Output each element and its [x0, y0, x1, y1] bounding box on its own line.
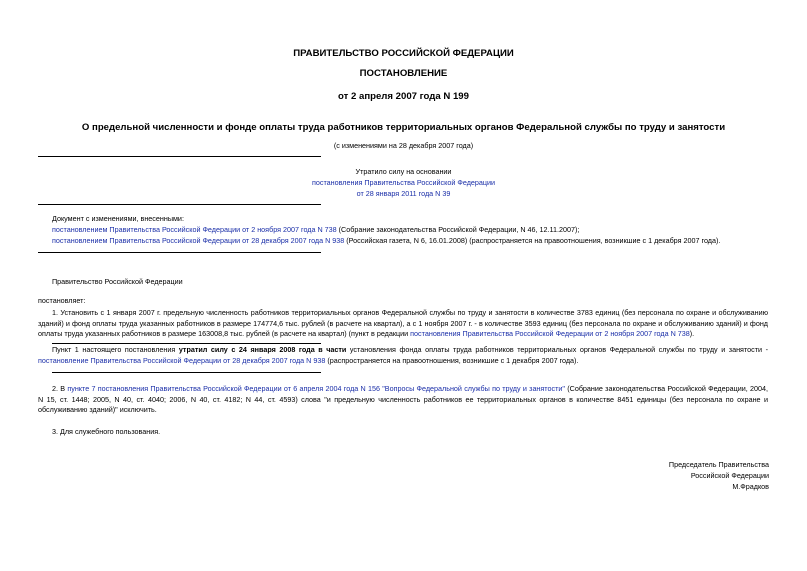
- divider: [38, 204, 321, 205]
- paragraph-2-link[interactable]: пункте 7 постановления Правительства Российской Федерации от 6 апреля 2004 года N 156 "Вопросы Федеральной службы по труду и занятости": [67, 384, 565, 393]
- paragraph-1-text: 1. Установить с 1 января 2007 г. предельную численность работников территориальных органов Федеральной службы по труду и занятости в количестве 3783 единиц (без персонала по охране и обслуживанию зданий) и фонд оплаты труда указанных работников в размере 174774,6 тыс. рублей (в расчете на квартал), а с 1 ноября 2007 г. - в количестве 3593 единиц (без персонала по охране и обслуживанию зданий) и фонд оплаты труда указанных работников в размере 163008,8 тыс. рублей (в расчете на квартал) (пункт в редакции: [38, 308, 768, 338]
- repeal-link-line2[interactable]: от 28 января 2011 года N 39: [356, 189, 451, 198]
- change-item-1: [52, 225, 579, 236]
- divider: [52, 372, 321, 373]
- paragraph-2-text: 2. В: [52, 384, 68, 393]
- change-source-2: (Российская газета, N 6, 16.01.2008) (распространяется на правоотношения, возникшие с 1 декабря 2007 года).: [344, 236, 721, 245]
- divider: [52, 343, 321, 344]
- change-link-1[interactable]: постановлением Правительства Российской Федерации от 2 ноября 2007 года N 738: [52, 225, 337, 234]
- repeal-note-paragraph: [38, 345, 768, 366]
- government-label: Правительство Российской Федерации: [52, 277, 183, 286]
- divider: [38, 252, 321, 253]
- paragraph-1-end: ).: [689, 329, 695, 338]
- document-type: ПОСТАНОВЛЕНИЕ: [359, 68, 448, 79]
- repeal-note-link[interactable]: постановление Правительства Российской Федерации от 28 декабря 2007 года N 938: [38, 355, 326, 365]
- repeal-note-mid: установления фонда оплаты труда работников территориальных органов Федеральной службы по труду и занятости -: [346, 345, 769, 354]
- paragraph-2-rest: (Собрание законодательства Российской Федерации, 2004, N 15, ст. 1448; 2005, N 40, ст. 4040; 2006, N 40, ст. 4182; N 44, ст. 4593) слова "и предельную численность работников ее территориальных органов в количестве 8451 единицы (без персонала по охране и обслуживанию зданий)" исключить.: [38, 384, 769, 414]
- issuing-authority: ПРАВИТЕЛЬСТВО РОССИЙСКОЙ ФЕДЕРАЦИИ: [293, 48, 514, 59]
- signature-name: М.Фрадков: [732, 482, 769, 491]
- resolves-label: постановляет:: [38, 296, 86, 305]
- signature-title-2: Российской Федерации: [690, 471, 769, 480]
- change-item-2: [52, 236, 720, 247]
- document-title: О предельной численности и фонде оплаты труда работников территориальных органов Федеральной службы по труду и занятости: [81, 122, 726, 133]
- repeal-note-end: (распространяется на правоотношения, возникшие с 1 декабря 2007 года).: [325, 355, 579, 365]
- paragraph-1-link[interactable]: постановления Правительства Российской Федерации от 2 ноября 2007 года N 738: [410, 329, 690, 338]
- divider: [38, 156, 321, 157]
- repeal-notice-text: Утратило силу на основании: [355, 167, 452, 176]
- signature-title: Председатель Правительства: [668, 460, 769, 469]
- paragraph-3: 3. Для служебного пользования.: [52, 427, 161, 436]
- repeal-link-line1[interactable]: постановления Правительства Российской Федерации: [311, 178, 496, 187]
- changes-intro: Документ с изменениями, внесенными:: [52, 214, 184, 223]
- repeal-note-text: Пункт 1 настоящего постановления: [52, 345, 179, 354]
- repeal-note-bold: утратил силу с 24 января 2008 года в части: [178, 345, 347, 354]
- document-date-number: от 2 апреля 2007 года N 199: [338, 91, 469, 102]
- paragraph-1: [38, 308, 768, 340]
- change-source-1: (Собрание законодательства Российской Федерации, N 46, 12.11.2007);: [336, 225, 580, 234]
- change-link-2[interactable]: постановлением Правительства Российской Федерации от 28 декабря 2007 года N 938: [52, 236, 345, 245]
- paragraph-2: [38, 384, 768, 416]
- amendments-note: (с изменениями на 28 декабря 2007 года): [333, 141, 474, 150]
